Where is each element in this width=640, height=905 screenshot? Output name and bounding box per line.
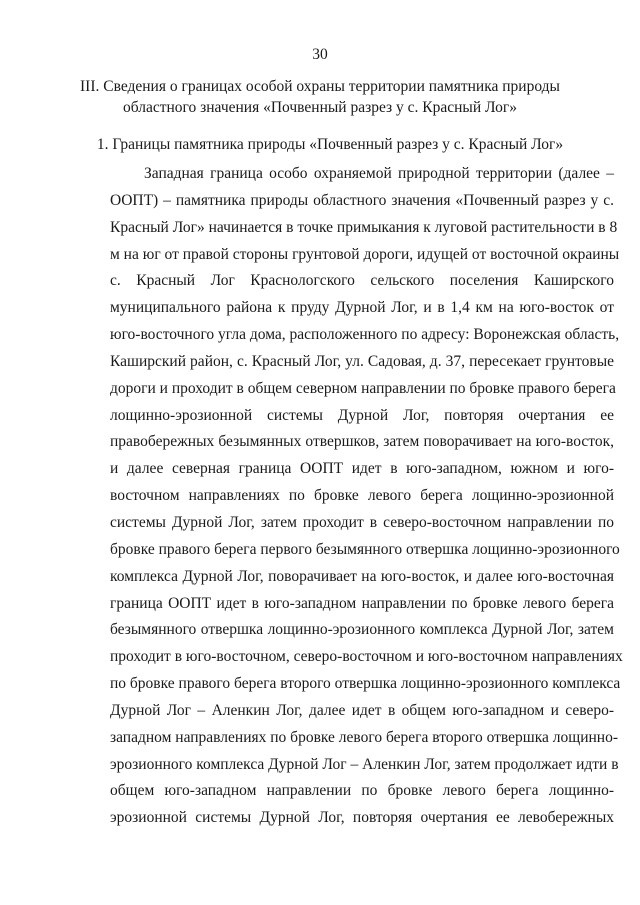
body-line: лощинно-эрозионной системы Дурной Лог, повторяя очертания ее bbox=[110, 406, 614, 424]
body-line: по бровке правого берега второго отвершка лощинно-эрозионного комплекса bbox=[110, 675, 621, 693]
body-line: с. Красный Лог Краснологского сельского поселения Каширского bbox=[110, 272, 614, 290]
body-line: эрозионной системы Дурной Лог, повторяя очертания ее левобережных bbox=[110, 809, 614, 827]
body-line: граница ООПТ идет в юго-западном направлении по бровке левого берега bbox=[110, 594, 614, 612]
section-heading-line-1: III. Сведения о границах особой охраны территории памятника природы bbox=[80, 78, 560, 95]
body-line: юго-восточного угла дома, расположенного по адресу: Воронежская область, bbox=[110, 326, 620, 344]
body-line: дороги и проходит в общем северном направлении по бровке правого берега bbox=[110, 379, 616, 397]
section-heading bbox=[80, 76, 560, 118]
body-line: ООПТ) – памятника природы областного значения «Почвенный разрез у с. bbox=[110, 191, 614, 209]
body-line: бровке правого берега первого безымянного отвершка лощинно-эрозионного bbox=[110, 540, 620, 558]
body-line: западном направлениях по бровке левого берега второго отвершка лощинно- bbox=[110, 728, 618, 746]
body-line: проходит в юго-восточном, северо-восточном и юго-восточном направлениях bbox=[110, 648, 623, 666]
body-line: и далее северная граница ООПТ идет в юго-западном, южном и юго- bbox=[110, 460, 614, 478]
page-number: 30 bbox=[312, 46, 328, 63]
body-line: Красный Лог» начинается в точке примыкания к луговой растительности в 8 bbox=[110, 218, 618, 236]
body-line: эрозионного комплекса Дурной Лог – Аленкин Лог, затем продолжает идти в bbox=[110, 755, 619, 773]
body-line: муниципального района к пруду Дурной Лог, и в 1,4 км на юго-восток от bbox=[110, 299, 614, 317]
body-line: безымянного отвершка лощинно-эрозионного комплекса Дурной Лог, затем bbox=[110, 621, 614, 639]
body-paragraph bbox=[110, 161, 623, 832]
body-line: Каширский район, с. Красный Лог, ул. Садовая, д. 37, пересекает грунтовые bbox=[110, 352, 614, 370]
body-line: м на юг от правой стороны грунтовой дороги, идущей от восточной окраины bbox=[110, 245, 620, 263]
subsection-heading: 1. Границы памятника природы «Почвенный разрез у с. Красный Лог» bbox=[96, 136, 564, 153]
body-line: Дурной Лог – Аленкин Лог, далее идет в общем юго-западном и северо- bbox=[110, 701, 614, 719]
body-line: общем юго-западном направлении по бровке левого берега лощинно- bbox=[110, 782, 614, 800]
section-heading-line-2: областного значения «Почвенный разрез у с. Красный Лог» bbox=[122, 99, 517, 116]
body-line: комплекса Дурной Лог, поворачивает на юго-восток, и далее юго-восточная bbox=[110, 567, 614, 585]
body-line: восточном направлениях по бровке левого берега лощинно-эрозионной bbox=[110, 487, 614, 505]
body-line: Западная граница особо охраняемой природной территории (далее – bbox=[144, 165, 614, 182]
body-line: системы Дурной Лог, затем проходит в северо-восточном направлении по bbox=[110, 513, 614, 531]
body-line: правобережных безымянных отвершков, затем поворачивает на юго-восток, bbox=[110, 433, 614, 451]
